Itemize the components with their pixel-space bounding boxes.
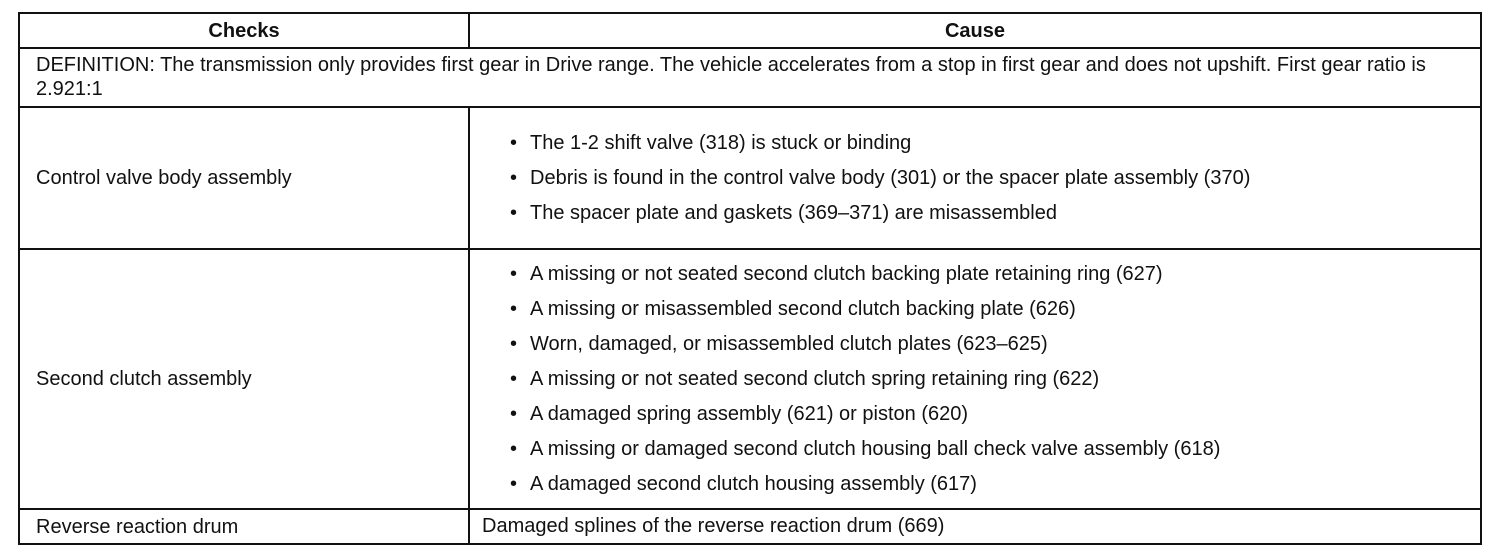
cause-item: • A missing or misassembled second clutch backing plate (626) (508, 297, 1468, 321)
diagnosis-table (18, 12, 1482, 545)
header-checks: Checks (19, 13, 469, 48)
cause-item: • The spacer plate and gaskets (369–371) are misassembled (508, 201, 1468, 225)
table-row (19, 249, 1481, 509)
check-second-clutch: Second clutch assembly (19, 249, 469, 509)
cause-list (508, 262, 1468, 496)
cause-reverse-reaction-drum: Damaged splines of the reverse reaction drum (669) (469, 509, 1481, 544)
header-row (19, 13, 1481, 48)
cause-item: • The 1-2 shift valve (318) is stuck or binding (508, 131, 1468, 155)
cause-cell (469, 107, 1481, 249)
table-row (19, 107, 1481, 249)
definition-row (19, 48, 1481, 107)
cause-item: • A damaged second clutch housing assembly (617) (508, 472, 1468, 496)
cause-item: • A missing or not seated second clutch backing plate retaining ring (627) (508, 262, 1468, 286)
cause-list (508, 131, 1468, 225)
cause-item: • Debris is found in the control valve body (301) or the spacer plate assembly (370) (508, 166, 1290, 190)
check-control-valve-body: Control valve body assembly (19, 107, 469, 249)
cause-item: • A missing or not seated second clutch spring retaining ring (622) (508, 367, 1468, 391)
definition-text: DEFINITION: The transmission only provides first gear in Drive range. The vehicle accelerates from a stop in first gear and does not upshift. First gear ratio is 2.921:1 (19, 48, 1481, 107)
diagnosis-table-container (18, 12, 1480, 545)
table-row (19, 509, 1481, 544)
header-cause: Cause (469, 13, 1481, 48)
cause-item: • A damaged spring assembly (621) or piston (620) (508, 402, 1468, 426)
cause-item: • Worn, damaged, or misassembled clutch plates (623–625) (508, 332, 1468, 356)
cause-cell (469, 249, 1481, 509)
check-reverse-reaction-drum: Reverse reaction drum (19, 509, 469, 544)
cause-item: • A missing or damaged second clutch housing ball check valve assembly (618) (508, 437, 1468, 461)
